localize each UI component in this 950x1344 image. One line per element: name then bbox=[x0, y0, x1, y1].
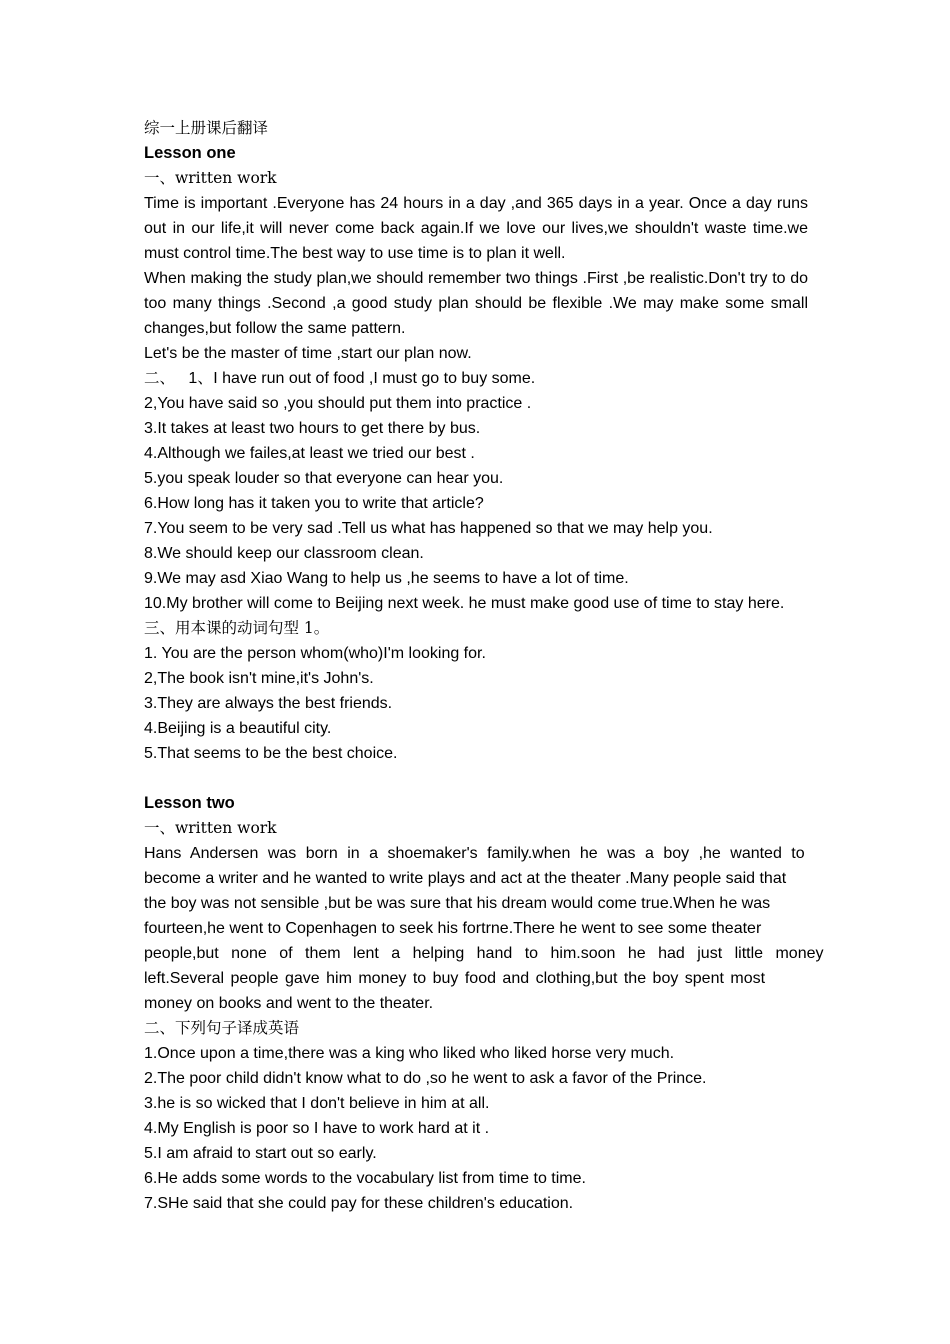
lesson-two-heading: Lesson two bbox=[144, 794, 235, 812]
lesson-one-section2-first-line bbox=[144, 366, 808, 391]
lesson-two-paragraph-line: people,but none of them lent a helping hand to him.soon he had just little money bbox=[144, 945, 824, 962]
lesson-two-paragraph-line: become a writer and he wanted to write plays and act at the theater .Many people said that bbox=[144, 870, 787, 887]
list-item: 1. You are the person whom(who)I'm looking for. bbox=[144, 645, 486, 662]
lesson-one-paragraph: When making the study plan,we should remember two things .First ,be realistic.Don't try to do too many things .Second ,a good study plan should be flexible .We may make some small changes,but follow the same pattern. bbox=[144, 270, 808, 337]
list-item: 8.We should keep our classroom clean. bbox=[144, 545, 424, 562]
lesson-two-paragraph-line: fourteen,he went to Copenhagen to seek his fortrne.There he went to see some theater bbox=[144, 920, 762, 937]
list-item: 6.How long has it taken you to write that article? bbox=[144, 495, 484, 512]
list-item: 2.The poor child didn't know what to do ,so he went to ask a favor of the Prince. bbox=[144, 1070, 707, 1087]
section-spacer bbox=[144, 766, 808, 791]
lesson-two-paragraph-line: money on books and went to the theater. bbox=[144, 995, 434, 1012]
list-item: 2,The book isn't mine,it's John's. bbox=[144, 670, 374, 687]
list-item: 9.We may asd Xiao Wang to help us ,he seems to have a lot of time. bbox=[144, 570, 629, 587]
list-item: 5.you speak louder so that everyone can hear you. bbox=[144, 470, 504, 487]
list-item: 3.They are always the best friends. bbox=[144, 695, 393, 712]
lesson-two-paragraph-line: Hans Andersen was born in a shoemaker's family.when he was a boy ,he wanted to bbox=[144, 845, 805, 862]
lesson-one-paragraph: Time is important .Everyone has 24 hours in a day ,and 365 days in a year. Once a day runs out in our life,it will never come back again.If we love our lives,we shouldn't waste time.we must control time.The best way to use time is to plan it well. bbox=[144, 195, 808, 262]
list-item: 1.Once upon a time,there was a king who liked who liked horse very much. bbox=[144, 1045, 675, 1062]
lesson-one-heading: Lesson one bbox=[144, 144, 236, 162]
lesson-two-written-work-label: 一、written work bbox=[144, 819, 277, 837]
list-item: 3.he is so wicked that I don't believe in him at all. bbox=[144, 1095, 490, 1112]
document-page bbox=[144, 116, 824, 1216]
lesson-one-section2-prefix: 二、 bbox=[144, 369, 176, 387]
list-item: 3.It takes at least two hours to get there by bus. bbox=[144, 420, 481, 437]
lesson-two-section2-label: 二、下列句子译成英语 bbox=[144, 1019, 300, 1037]
lesson-two-paragraph-line: the boy was not sensible ,but be was sure that his dream would come true.When he was bbox=[144, 895, 771, 912]
list-item: 1、I have run out of food ,I must go to buy some. bbox=[188, 370, 536, 387]
list-item: 7.You seem to be very sad .Tell us what has happened so that we may help you. bbox=[144, 520, 713, 537]
list-item: 6.He adds some words to the vocabulary list from time to time. bbox=[144, 1170, 586, 1187]
list-item: 4.Beijing is a beautiful city. bbox=[144, 720, 332, 737]
list-item: 4.Although we failes,at least we tried our best . bbox=[144, 445, 475, 462]
document-title: 综一上册课后翻译 bbox=[144, 119, 269, 137]
list-item: 2,You have said so ,you should put them into practice . bbox=[144, 395, 532, 412]
list-item: 4.My English is poor so I have to work hard at it . bbox=[144, 1120, 490, 1137]
list-item: 5.That seems to be the best choice. bbox=[144, 745, 398, 762]
lesson-one-section3-label: 三、用本课的动词句型 1。 bbox=[144, 619, 330, 637]
lesson-two-paragraph-line: left.Several people gave him money to buy food and clothing,but the boy spent most bbox=[144, 970, 766, 987]
lesson-one-written-work-label: 一、written work bbox=[144, 169, 277, 187]
list-item: 5.I am afraid to start out so early. bbox=[144, 1145, 377, 1162]
lesson-two-paragraph bbox=[144, 841, 824, 1016]
list-item: 7.SHe said that she could pay for these children's education. bbox=[144, 1195, 574, 1212]
lesson-one-paragraph: Let's be the master of time ,start our plan now. bbox=[144, 345, 472, 362]
list-item: 10.My brother will come to Beijing next week. he must make good use of time to stay here. bbox=[144, 595, 785, 612]
